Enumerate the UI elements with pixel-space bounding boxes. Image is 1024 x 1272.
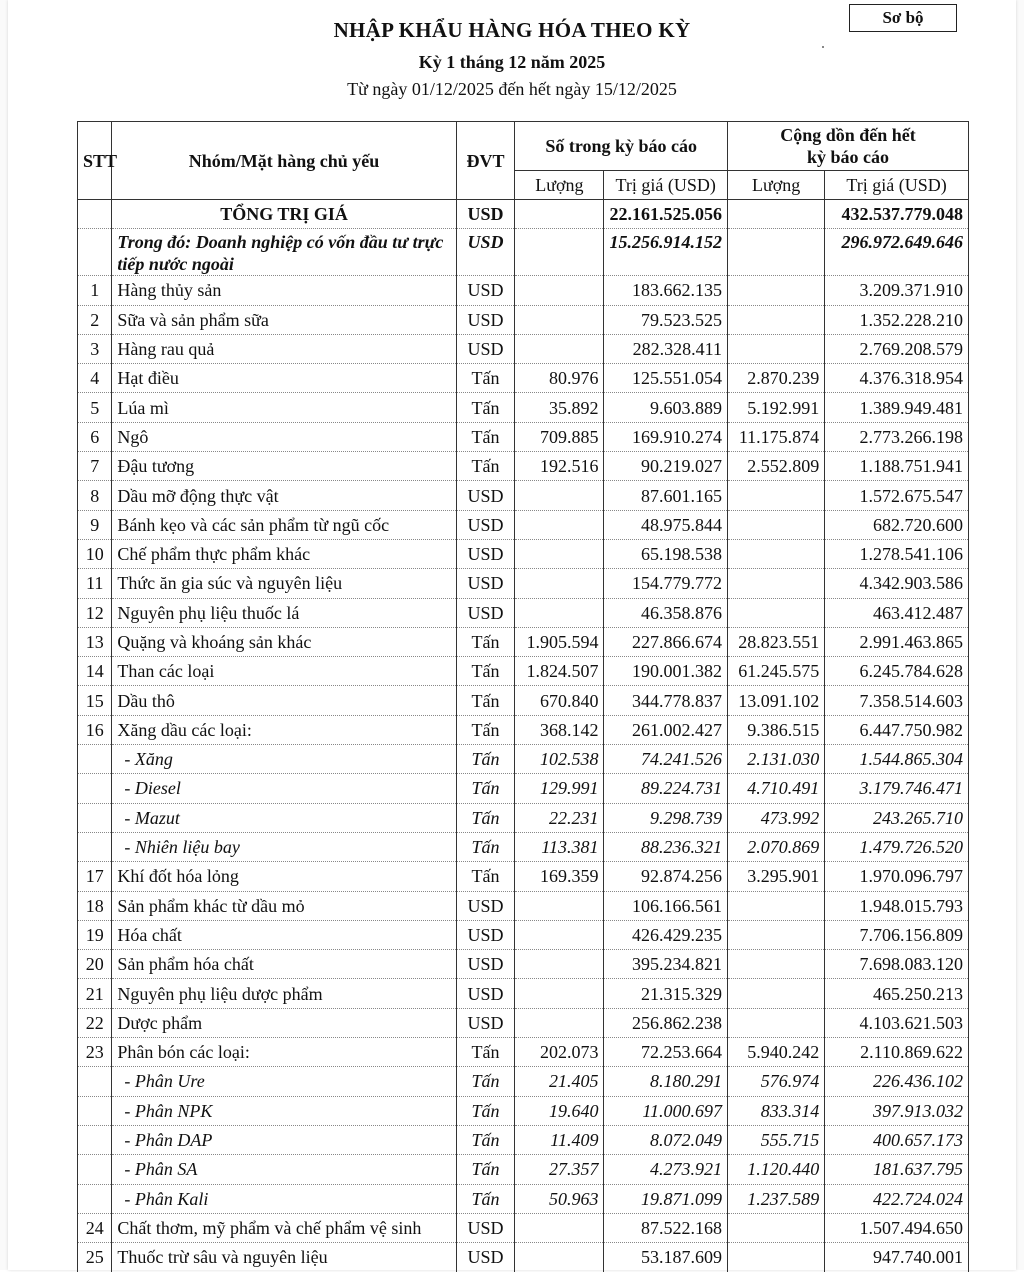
row-dvt: USD	[456, 569, 515, 598]
row-value-cumulative: 4.103.621.503	[825, 1008, 969, 1037]
row-qty: 670.840	[515, 686, 604, 715]
row-value: 395.234.821	[604, 950, 728, 979]
row-qty-cumulative: 576.974	[728, 1067, 825, 1096]
row-stt: 25	[78, 1243, 112, 1272]
fdi-value-cumulative: 296.972.649.646	[825, 229, 969, 276]
row-value: 190.001.382	[604, 657, 728, 686]
table-row	[78, 598, 969, 627]
row-name: Đậu tương	[112, 452, 456, 481]
row-value-cumulative: 4.376.318.954	[825, 364, 969, 393]
row-stt: 4	[78, 364, 112, 393]
sub-item-row	[78, 832, 969, 861]
row-qty: 11.409	[515, 1125, 604, 1154]
row-qty-cumulative: 5.940.242	[728, 1038, 825, 1067]
row-qty: 102.538	[515, 745, 604, 774]
row-value-cumulative: 3.209.371.910	[825, 276, 969, 305]
row-stt: 24	[78, 1213, 112, 1242]
row-stt: 13	[78, 627, 112, 656]
row-stt	[78, 803, 112, 832]
row-value: 183.662.135	[604, 276, 728, 305]
row-stt: 17	[78, 862, 112, 891]
row-value-cumulative: 1.572.675.547	[825, 481, 969, 510]
row-value: 11.000.697	[604, 1096, 728, 1125]
table-row	[78, 539, 969, 568]
table-row	[78, 510, 969, 539]
row-qty-cumulative	[728, 950, 825, 979]
row-value-cumulative: 2.110.869.622	[825, 1038, 969, 1067]
row-qty-cumulative: 1.120.440	[728, 1155, 825, 1184]
row-qty: 1.905.594	[515, 627, 604, 656]
row-qty: 129.991	[515, 774, 604, 803]
row-name: Ngô	[112, 422, 456, 451]
row-qty-cumulative: 3.295.901	[728, 862, 825, 891]
row-name: Thức ăn gia súc và nguyên liệu	[112, 569, 456, 598]
row-qty-cumulative	[728, 920, 825, 949]
row-value-cumulative: 1.278.541.106	[825, 539, 969, 568]
row-qty-cumulative: 1.237.589	[728, 1184, 825, 1213]
row-value: 106.166.561	[604, 891, 728, 920]
row-qty-cumulative	[728, 276, 825, 305]
table-row	[78, 950, 969, 979]
row-qty: 50.963	[515, 1184, 604, 1213]
row-qty	[515, 510, 604, 539]
row-dvt: USD	[456, 510, 515, 539]
row-stt	[78, 1184, 112, 1213]
table-row	[78, 862, 969, 891]
row-value-cumulative: 2.773.266.198	[825, 422, 969, 451]
row-value: 19.871.099	[604, 1184, 728, 1213]
header-dvt: ĐVT	[456, 122, 515, 200]
row-qty-cumulative	[728, 305, 825, 334]
row-value-cumulative: 1.389.949.481	[825, 393, 969, 422]
row-name: Than các loại	[112, 657, 456, 686]
row-value: 74.241.526	[604, 745, 728, 774]
row-qty-cumulative	[728, 334, 825, 363]
row-value-cumulative: 1.507.494.650	[825, 1213, 969, 1242]
row-qty-cumulative: 28.823.551	[728, 627, 825, 656]
table-row	[78, 715, 969, 744]
row-value: 256.862.238	[604, 1008, 728, 1037]
table-row	[78, 334, 969, 363]
row-dvt: Tấn	[456, 832, 515, 861]
row-qty	[515, 891, 604, 920]
preliminary-badge: Sơ bộ	[849, 4, 957, 32]
header-cumulative-line2: kỳ báo cáo	[806, 147, 889, 167]
row-value: 9.603.889	[604, 393, 728, 422]
row-value-cumulative: 422.724.024	[825, 1184, 969, 1213]
table-row	[78, 393, 969, 422]
row-dvt: Tấn	[456, 1155, 515, 1184]
row-dvt: Tấn	[456, 627, 515, 656]
row-stt: 3	[78, 334, 112, 363]
row-value-cumulative: 7.358.514.603	[825, 686, 969, 715]
row-qty-cumulative: 9.386.515	[728, 715, 825, 744]
row-qty	[515, 334, 604, 363]
row-qty: 27.357	[515, 1155, 604, 1184]
row-value-cumulative: 226.436.102	[825, 1067, 969, 1096]
row-dvt: Tấn	[456, 686, 515, 715]
row-name: Dầu thô	[112, 686, 456, 715]
row-name: Phân bón các loại:	[112, 1038, 456, 1067]
sub-item-row	[78, 774, 969, 803]
row-qty-cumulative	[728, 979, 825, 1008]
table-row	[78, 979, 969, 1008]
row-qty-cumulative: 473.992	[728, 803, 825, 832]
row-name: Bánh kẹo và các sản phẩm từ ngũ cốc	[112, 510, 456, 539]
row-qty: 35.892	[515, 393, 604, 422]
sub-item-row	[78, 1155, 969, 1184]
row-value-cumulative: 682.720.600	[825, 510, 969, 539]
row-qty: 80.976	[515, 364, 604, 393]
table-row	[78, 364, 969, 393]
row-stt: 23	[78, 1038, 112, 1067]
table-row	[78, 276, 969, 305]
row-stt	[78, 1096, 112, 1125]
row-value-cumulative: 7.698.083.120	[825, 950, 969, 979]
row-qty-cumulative: 2.070.869	[728, 832, 825, 861]
row-value-cumulative: 4.342.903.586	[825, 569, 969, 598]
row-name: Nguyên phụ liệu dược phẩm	[112, 979, 456, 1008]
row-dvt: Tấn	[456, 452, 515, 481]
row-dvt: USD	[456, 334, 515, 363]
row-value: 92.874.256	[604, 862, 728, 891]
row-dvt: USD	[456, 891, 515, 920]
table-row	[78, 305, 969, 334]
row-qty-cumulative: 833.314	[728, 1096, 825, 1125]
header-value-cumulative: Trị giá (USD)	[825, 171, 969, 200]
row-dvt: Tấn	[456, 1096, 515, 1125]
row-value-cumulative: 1.970.096.797	[825, 862, 969, 891]
row-value: 72.253.664	[604, 1038, 728, 1067]
row-name: - Mazut	[112, 803, 456, 832]
row-qty: 22.231	[515, 803, 604, 832]
row-value: 90.219.027	[604, 452, 728, 481]
row-name: - Phân Kali	[112, 1184, 456, 1213]
row-value: 282.328.411	[604, 334, 728, 363]
row-dvt: Tấn	[456, 745, 515, 774]
row-stt: 11	[78, 569, 112, 598]
row-value: 87.522.168	[604, 1213, 728, 1242]
row-dvt: Tấn	[456, 393, 515, 422]
row-dvt: Tấn	[456, 774, 515, 803]
total-value: 22.161.525.056	[604, 200, 728, 229]
row-qty-cumulative	[728, 510, 825, 539]
row-dvt: Tấn	[456, 803, 515, 832]
row-value: 8.072.049	[604, 1125, 728, 1154]
row-name: Hàng rau quả	[112, 334, 456, 363]
row-qty	[515, 305, 604, 334]
row-name: Chế phẩm thực phẩm khác	[112, 539, 456, 568]
row-value-cumulative: 400.657.173	[825, 1125, 969, 1154]
sub-item-row	[78, 1125, 969, 1154]
row-value-cumulative: 6.447.750.982	[825, 715, 969, 744]
row-value: 261.002.427	[604, 715, 728, 744]
row-value-cumulative: 6.245.784.628	[825, 657, 969, 686]
row-qty: 169.359	[515, 862, 604, 891]
table-row	[78, 481, 969, 510]
row-qty-cumulative	[728, 481, 825, 510]
row-value-cumulative: 465.250.213	[825, 979, 969, 1008]
row-dvt: Tấn	[456, 1125, 515, 1154]
row-value: 8.180.291	[604, 1067, 728, 1096]
row-name: Hạt điều	[112, 364, 456, 393]
row-name: - Xăng	[112, 745, 456, 774]
row-value-cumulative: 2.991.463.865	[825, 627, 969, 656]
row-qty-cumulative	[728, 1243, 825, 1272]
row-value: 87.601.165	[604, 481, 728, 510]
row-name: Khí đốt hóa lỏng	[112, 862, 456, 891]
row-stt	[78, 1155, 112, 1184]
row-stt: 18	[78, 891, 112, 920]
row-value-cumulative: 3.179.746.471	[825, 774, 969, 803]
table-row	[78, 1243, 969, 1272]
row-dvt: Tấn	[456, 715, 515, 744]
import-table	[77, 121, 969, 1272]
table-row	[78, 686, 969, 715]
row-dvt: USD	[456, 979, 515, 1008]
sub-item-row	[78, 745, 969, 774]
table-row	[78, 1008, 969, 1037]
row-qty-cumulative	[728, 1213, 825, 1242]
row-qty: 368.142	[515, 715, 604, 744]
row-dvt: USD	[456, 276, 515, 305]
row-stt: 2	[78, 305, 112, 334]
row-value-cumulative: 2.769.208.579	[825, 334, 969, 363]
row-value-cumulative: 1.948.015.793	[825, 891, 969, 920]
row-name: Thuốc trừ sâu và nguyên liệu	[112, 1243, 456, 1272]
row-value: 65.198.538	[604, 539, 728, 568]
fdi-row	[78, 229, 969, 276]
row-dvt: Tấn	[456, 364, 515, 393]
row-qty-cumulative	[728, 598, 825, 627]
sub-item-row	[78, 1067, 969, 1096]
total-dvt: USD	[456, 200, 515, 229]
row-name: Dầu mỡ động thực vật	[112, 481, 456, 510]
row-stt: 10	[78, 539, 112, 568]
row-dvt: USD	[456, 305, 515, 334]
row-dvt: Tấn	[456, 1184, 515, 1213]
row-value: 48.975.844	[604, 510, 728, 539]
fdi-dvt: USD	[456, 229, 515, 276]
row-value: 125.551.054	[604, 364, 728, 393]
table-row	[78, 1213, 969, 1242]
row-qty-cumulative: 4.710.491	[728, 774, 825, 803]
row-qty: 21.405	[515, 1067, 604, 1096]
header-name: Nhóm/Mặt hàng chủ yếu	[112, 122, 456, 200]
row-qty	[515, 1008, 604, 1037]
fdi-value: 15.256.914.152	[604, 229, 728, 276]
row-value-cumulative: 1.188.751.941	[825, 452, 969, 481]
sub-item-row	[78, 1096, 969, 1125]
row-qty	[515, 569, 604, 598]
row-name: - Nhiên liệu bay	[112, 832, 456, 861]
row-qty: 709.885	[515, 422, 604, 451]
row-qty	[515, 1243, 604, 1272]
row-name: - Phân Ure	[112, 1067, 456, 1096]
header-cumulative-group	[728, 122, 969, 171]
row-value-cumulative: 243.265.710	[825, 803, 969, 832]
row-qty-cumulative: 13.091.102	[728, 686, 825, 715]
row-dvt: USD	[456, 1008, 515, 1037]
row-qty	[515, 1213, 604, 1242]
row-qty-cumulative: 61.245.575	[728, 657, 825, 686]
row-dvt: Tấn	[456, 422, 515, 451]
row-qty: 19.640	[515, 1096, 604, 1125]
row-value: 344.778.837	[604, 686, 728, 715]
row-name: Nguyên phụ liệu thuốc lá	[112, 598, 456, 627]
stray-dot	[822, 46, 824, 48]
reporting-period: Từ ngày 01/12/2025 đến hết ngày 15/12/2025	[347, 79, 677, 99]
row-qty-cumulative: 2.870.239	[728, 364, 825, 393]
table-row	[78, 569, 969, 598]
row-stt: 16	[78, 715, 112, 744]
row-stt: 22	[78, 1008, 112, 1037]
row-stt: 20	[78, 950, 112, 979]
row-qty	[515, 598, 604, 627]
row-value-cumulative: 1.352.228.210	[825, 305, 969, 334]
row-stt: 21	[78, 979, 112, 1008]
fdi-label: Trong đó: Doanh nghiệp có vốn đầu tư trực tiếp nước ngoài	[112, 229, 456, 276]
row-value: 53.187.609	[604, 1243, 728, 1272]
row-qty-cumulative	[728, 539, 825, 568]
row-stt: 5	[78, 393, 112, 422]
row-dvt: USD	[456, 481, 515, 510]
row-stt: 7	[78, 452, 112, 481]
table-row	[78, 657, 969, 686]
row-stt: 6	[78, 422, 112, 451]
row-qty	[515, 979, 604, 1008]
row-value-cumulative: 1.544.865.304	[825, 745, 969, 774]
row-stt	[78, 774, 112, 803]
sub-item-row	[78, 803, 969, 832]
row-name: - Phân DAP	[112, 1125, 456, 1154]
row-dvt: Tấn	[456, 862, 515, 891]
row-value-cumulative: 947.740.001	[825, 1243, 969, 1272]
row-value-cumulative: 463.412.487	[825, 598, 969, 627]
row-value-cumulative: 7.706.156.809	[825, 920, 969, 949]
row-value: 88.236.321	[604, 832, 728, 861]
row-name: Hàng thủy sản	[112, 276, 456, 305]
row-name: - Diesel	[112, 774, 456, 803]
page-title: NHẬP KHẨU HÀNG HÓA THEO KỲ	[333, 18, 691, 42]
row-qty	[515, 539, 604, 568]
total-label: TỔNG TRỊ GIÁ	[112, 200, 456, 229]
header-value: Trị giá (USD)	[604, 171, 728, 200]
page-subtitle: Kỳ 1 tháng 12 năm 2025	[418, 52, 606, 72]
row-stt: 14	[78, 657, 112, 686]
row-value: 426.429.235	[604, 920, 728, 949]
table-row	[78, 920, 969, 949]
row-qty-cumulative: 555.715	[728, 1125, 825, 1154]
header-stt: STT	[78, 122, 112, 200]
row-qty-cumulative: 2.552.809	[728, 452, 825, 481]
row-value-cumulative: 1.479.726.520	[825, 832, 969, 861]
row-dvt: Tấn	[456, 657, 515, 686]
table-row	[78, 1038, 969, 1067]
row-value: 169.910.274	[604, 422, 728, 451]
row-qty-cumulative	[728, 891, 825, 920]
row-name: Xăng dầu các loại:	[112, 715, 456, 744]
header-period-group: Số trong kỳ báo cáo	[515, 122, 728, 171]
row-value: 46.358.876	[604, 598, 728, 627]
row-value: 227.866.674	[604, 627, 728, 656]
table-row	[78, 891, 969, 920]
row-qty-cumulative: 2.131.030	[728, 745, 825, 774]
table-row	[78, 627, 969, 656]
row-qty: 192.516	[515, 452, 604, 481]
row-name: - Phân NPK	[112, 1096, 456, 1125]
row-stt	[78, 1125, 112, 1154]
header-qty: Lượng	[515, 171, 604, 200]
row-value-cumulative: 397.913.032	[825, 1096, 969, 1125]
header-cumulative-line1: Cộng dồn đến hết	[780, 125, 916, 145]
row-stt: 12	[78, 598, 112, 627]
row-stt: 8	[78, 481, 112, 510]
row-qty	[515, 481, 604, 510]
row-dvt: USD	[456, 950, 515, 979]
row-qty-cumulative: 11.175.874	[728, 422, 825, 451]
row-qty-cumulative	[728, 1008, 825, 1037]
table-row	[78, 422, 969, 451]
row-value: 154.779.772	[604, 569, 728, 598]
row-stt: 15	[78, 686, 112, 715]
row-dvt: USD	[456, 1243, 515, 1272]
row-qty-cumulative: 5.192.991	[728, 393, 825, 422]
row-qty	[515, 950, 604, 979]
row-stt: 19	[78, 920, 112, 949]
row-stt: 1	[78, 276, 112, 305]
row-value-cumulative: 181.637.795	[825, 1155, 969, 1184]
row-name: Dược phẩm	[112, 1008, 456, 1037]
row-qty	[515, 276, 604, 305]
total-value-cumulative: 432.537.779.048	[825, 200, 969, 229]
row-name: Lúa mì	[112, 393, 456, 422]
row-qty	[515, 920, 604, 949]
sub-item-row	[78, 1184, 969, 1213]
row-qty-cumulative	[728, 569, 825, 598]
row-stt: 9	[78, 510, 112, 539]
row-stt	[78, 832, 112, 861]
row-dvt: USD	[456, 598, 515, 627]
row-dvt: USD	[456, 539, 515, 568]
row-name: Quặng và khoáng sản khác	[112, 627, 456, 656]
row-value: 79.523.525	[604, 305, 728, 334]
row-value: 89.224.731	[604, 774, 728, 803]
row-stt	[78, 1067, 112, 1096]
row-stt	[78, 745, 112, 774]
row-name: Sản phẩm hóa chất	[112, 950, 456, 979]
total-row	[78, 200, 969, 229]
row-qty: 1.824.507	[515, 657, 604, 686]
row-name: - Phân SA	[112, 1155, 456, 1184]
row-value: 9.298.739	[604, 803, 728, 832]
row-name: Sản phẩm khác từ dầu mỏ	[112, 891, 456, 920]
row-qty: 202.073	[515, 1038, 604, 1067]
row-value: 4.273.921	[604, 1155, 728, 1184]
row-name: Hóa chất	[112, 920, 456, 949]
row-name: Chất thơm, mỹ phẩm và chế phẩm vệ sinh	[112, 1213, 456, 1242]
header-qty-cumulative: Lượng	[728, 171, 825, 200]
row-dvt: USD	[456, 1213, 515, 1242]
row-dvt: Tấn	[456, 1038, 515, 1067]
row-name: Sữa và sản phẩm sữa	[112, 305, 456, 334]
table-row	[78, 452, 969, 481]
row-dvt: Tấn	[456, 1067, 515, 1096]
row-dvt: USD	[456, 920, 515, 949]
row-value: 21.315.329	[604, 979, 728, 1008]
row-qty: 113.381	[515, 832, 604, 861]
